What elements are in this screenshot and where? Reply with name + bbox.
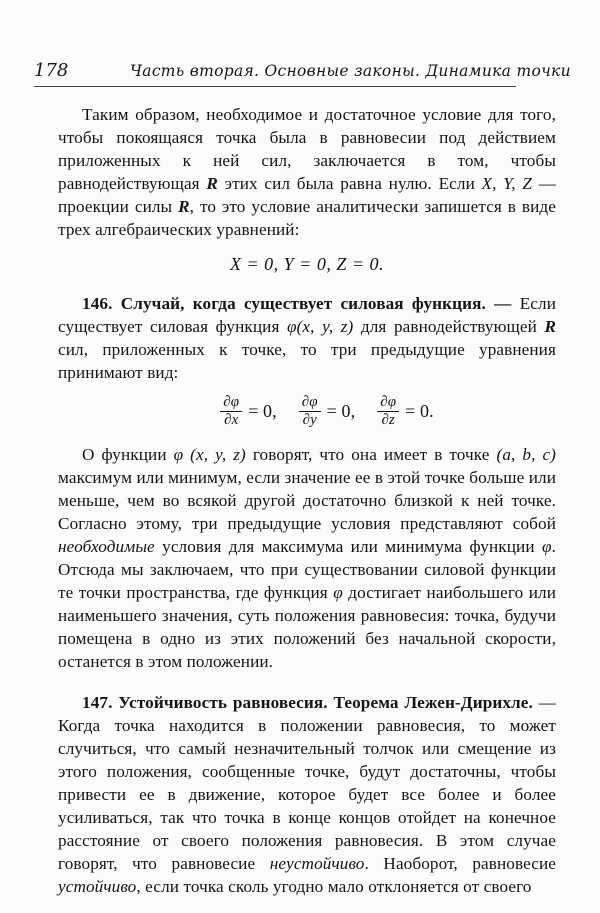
section-146: 146. Случай, когда существует силовая функция. — Если существует силовая функция φ(x, y, z) для равнодействующей R сил, приложенных к точке, то три предыдущие уравнения принимают вид: [58, 294, 557, 382]
running-title: Часть вторая. Основные законы. Динамика точки [130, 62, 571, 80]
derivative-equations [98, 394, 556, 429]
section-147-title: 147. Устойчивость равновесия. Теорема Лежен-Дирихле. [82, 693, 533, 712]
section-146-title: 146. Случай, когда существует силовая функция. — [82, 294, 512, 313]
equilibrium-equations: X = 0, Y = 0, Z = 0. [230, 254, 384, 274]
body-text [58, 103, 556, 898]
derivative-z: $\frac{\partial\varphi}{\partial z}$ = 0. [377, 394, 433, 429]
page-header [34, 60, 571, 84]
derivative-x: $\frac{\partial\varphi}{\partial x}$ = 0, [220, 394, 276, 429]
paragraph-equilibrium: Таким образом, необходимое и достаточное условие для того, чтобы покоящаяся точка была в равновесии под действием приложенных к ней сил, заключается в том, чтобы равнодействующая R этих сил была равна нулю. Если X, Y, Z — проекции силы R, то это условие аналитически запишется в виде трех алгебраических уравнений: [58, 105, 556, 239]
header-rule [34, 86, 516, 87]
derivative-y: $\frac{\partial\varphi}{\partial y}$ = 0, [299, 394, 355, 429]
section-147: 147. Устойчивость равновесия. Теорема Лежен-Дирихле. — Когда точка находится в положении равновесия, то может случиться, что самый незначительный толчок или смещение из этого положения, сообщенные точке, будут достаточны, чтобы привести ее в движение, которое будет все более и более усиливаться, так что точка в конце концов отойдет на конечное расстояние от своего положения равновесия. В этом случае говорят, что равновесие неустойчиво. Наоборот, равновесие устойчиво, если точка сколь угодно мало отклоняется от своего [58, 693, 556, 896]
paragraph-max-min: О функции φ (x, y, z) говорят, что она имеет в точке (a, b, c) максимум или минимум, если значение ее в этой точке больше или меньше, чем во всякой другой достаточно близкой к ней точке. Согласно этому, три предыдущие условия представляют собой необходимые условия для максимума или минимума функции φ. Отсюда мы заключаем, что при существовании силовой функции те точки пространства, где функция φ достигает наибольшего или наименьшего значения, суть положения равновесия: точка, будучи помещена в одно из этих положений без начальной скорости, останется в этом положении. [58, 445, 556, 671]
page-number: 178 [34, 60, 69, 81]
